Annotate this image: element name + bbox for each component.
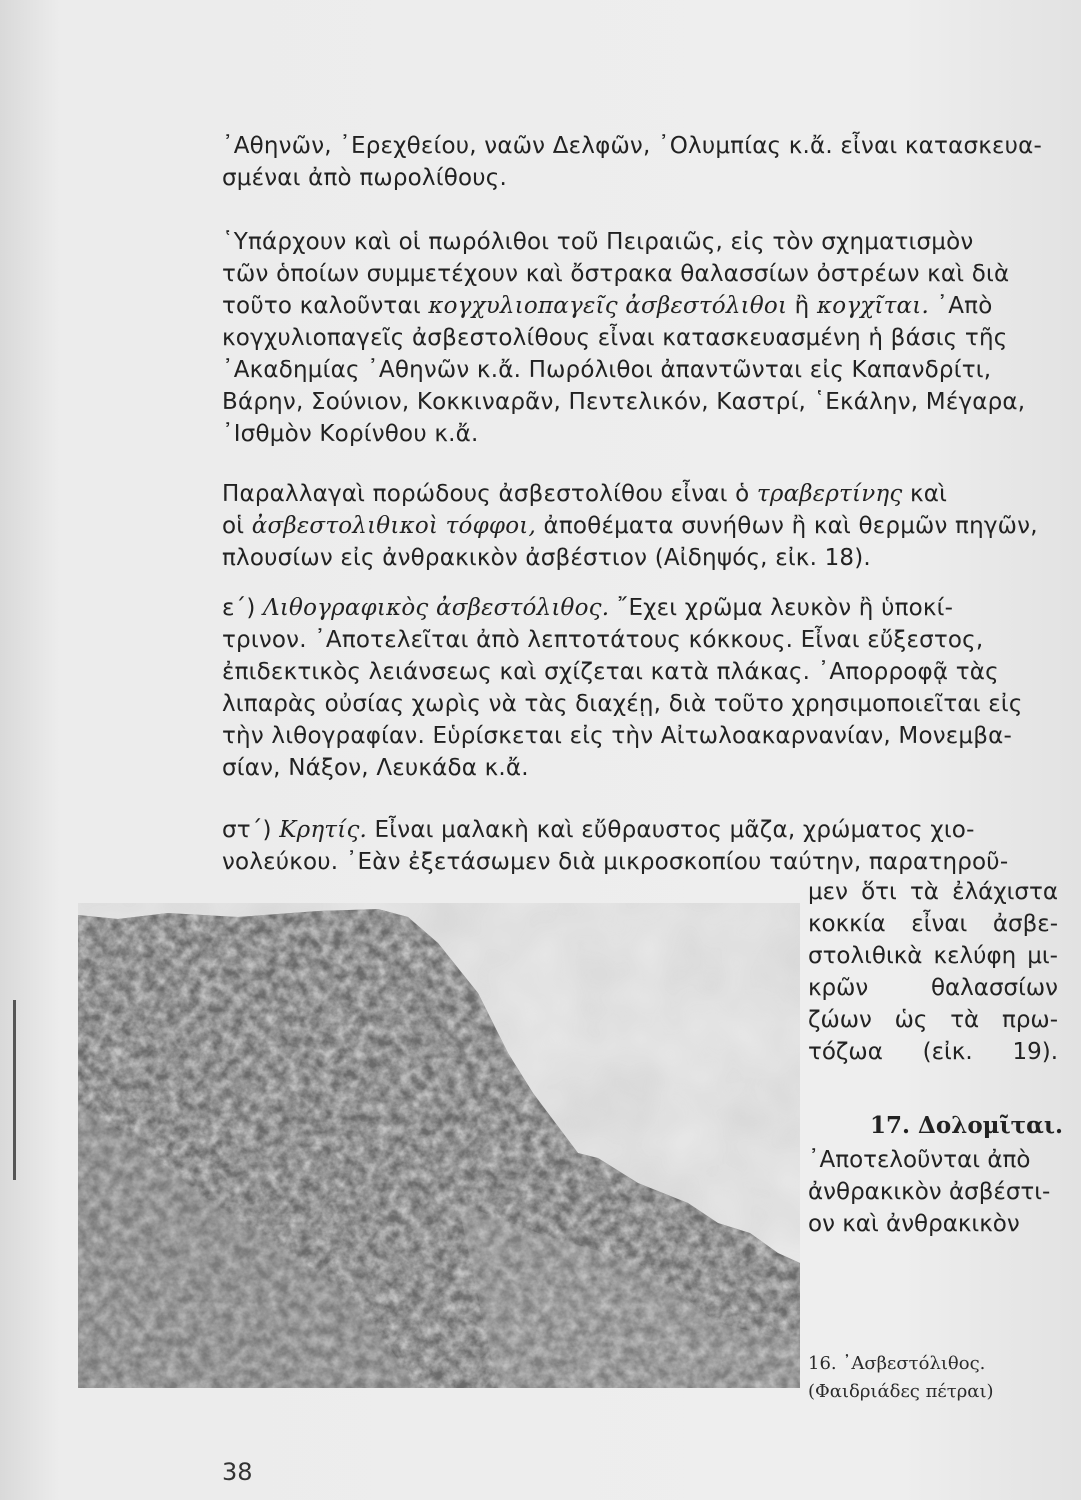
paragraph-3-text-b: καὶ οἱ	[222, 481, 948, 539]
paragraph-5-text-b: Εἶναι μαλακὴ καὶ εὔθραυστος μᾶζα, χρώματος χιο- νολεύκου. ᾿Εὰν ἐξετάσωμεν διὰ μικροσκοπίου ταύτην, παρατηροῦ-	[222, 817, 1009, 875]
side-column-text-2: ᾿Αποτελοῦνται ἀπὸ ἀνθρακικὸν ἀσβέστι- ον καὶ ἀνθρακικὸν	[808, 1147, 1051, 1237]
binding-mark	[13, 1000, 16, 1180]
paragraph-4	[222, 592, 1054, 784]
paragraph-5-text-a: στ΄)	[222, 817, 280, 843]
side-column-text-1: μεν ὅτι τὰ ἐλάχιστα κοκκία εἶναι ἀσβε- στολιθικὰ κελύφη μι- κρῶν θαλασσίων ζώων ὡς τὰ πρω- τόζωα (εἰκ. 19).	[808, 879, 1058, 1065]
section-heading: 17. Δολομῖται.	[870, 1112, 1063, 1139]
term-kritis: Κρητίς.	[279, 817, 368, 843]
term-lithographic-limestone: Λιθογραφικὸς ἀσβεστόλιθος.	[263, 595, 610, 621]
paragraph-4-text-b: ῎Εχει χρῶμα λευκὸν ἢ ὑποκί- τρινον. ᾿Αποτελεῖται ἀπὸ λεπτοτάτους κόκκους. Εἶναι εὔξεστος, ἐπιδεκτικὸς λειάνσεως καὶ σχίζεται κατὰ πλάκας. ᾿Απορροφᾷ τὰς λιπαρὰς οὐσίας χωρὶς νὰ τὰς διαχέῃ, διὰ τοῦτο χρησιμοποιεῖται εἰς τὴν λιθογραφίαν. Εὑρίσκεται εἰς τὴν Αἰτωλοακαρνανίαν, Μονεμβα- σίαν, Νάξον, Λευκάδα κ.ἄ.	[222, 595, 1023, 781]
term-kogchitai: κογχῖται.	[816, 293, 930, 319]
paragraph-1	[222, 130, 1054, 194]
paragraph-3-text-a: Παραλλαγαὶ πορώδους ἀσβεστολίθου εἶναι ὁ	[222, 481, 757, 507]
figure-caption: 16. ᾿Ασβεστόλιθος. (Φαιδριάδες πέτραι)	[808, 1353, 994, 1402]
paragraph-2-text-a: ῾Υπάρχουν καὶ οἱ πωρόλιθοι τοῦ Πειραιῶς, εἰς τὸν σχηματισμὸν τῶν ὁποίων συμμετέχουν καὶ ὄστρακα θαλασσίων ὀστρέων καὶ διὰ τοῦτο καλοῦνται	[222, 229, 1010, 319]
figure-photo-limestone-cliff	[78, 903, 800, 1388]
term-kogchyliopageis: κογχυλιοπαγεῖς ἀσβεστόλιθοι	[428, 293, 788, 319]
term-tofoi: ἀσβεστολιθικοὶ τόφφοι,	[251, 513, 536, 539]
paragraph-5	[222, 814, 1054, 878]
paragraph-2-text-b: ἢ	[787, 293, 817, 319]
paragraph-2	[222, 226, 1054, 450]
paragraph-3	[222, 478, 1054, 574]
paragraph-1-text: ᾿Αθηνῶν, ᾿Ερεχθείου, ναῶν Δελφῶν, ᾿Ολυμπίας κ.ἄ. εἶναι κατασκευα- σμέναι ἀπὸ πωρολίθους.	[222, 133, 1042, 191]
paragraph-4-text-a: ε΄)	[222, 595, 264, 621]
term-travertinis: τραβερτίνης	[756, 481, 903, 507]
page-number: 38	[222, 1458, 253, 1486]
paragraph-2-text-c: ᾿Απὸ κογχυλιοπαγεῖς ἀσβεστολίθους εἶναι κατασκευασμένη ἡ βάσις τῆς ᾿Ακαδημίας ᾿Αθηνῶν κ.ἄ. Πωρόλιθοι ἀπαντῶνται εἰς Καπανδρίτι, Βάρην, Σούνιον, Κοκκιναρᾶν, Πεντελικόν, Καστρί, ῾Εκάλην, Μέγαρα, ᾿Ισθμὸν Κορίνθου κ.ἄ.	[222, 293, 1026, 447]
paragraph-3-text-c: ἀποθέματα συνήθων ἢ καὶ θερμῶν πηγῶν, πλουσίων εἰς ἀνθρακικὸν ἀσβέστιον (Αἰδηψός, εἰκ. 18).	[222, 513, 1038, 571]
